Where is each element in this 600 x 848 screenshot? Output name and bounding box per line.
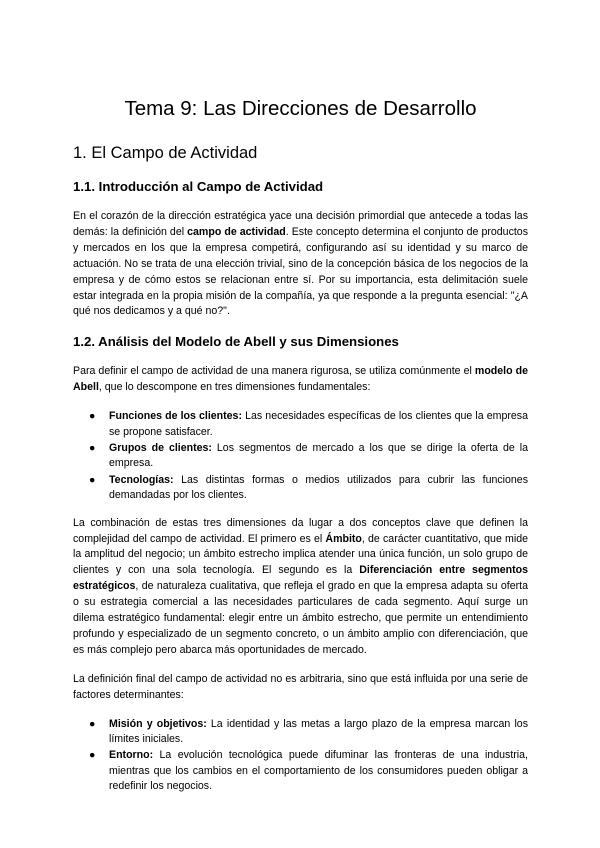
abell-bold-term: modelo de Abell (73, 365, 528, 394)
list-item-label: Grupos de clientes: (109, 441, 212, 454)
list-item-text: Las necesidades específicas de los clientes que la empresa se propone satisfacer. (109, 410, 528, 438)
factors-intro-paragraph: La definición final del campo de actividad no es arbitraria, sino que está influida por una serie de factores determinantes: (73, 672, 528, 701)
dimensions-list (73, 409, 528, 503)
bullet-icon: ● (89, 749, 96, 762)
combination-bold-ambito: Ámbito (325, 532, 362, 545)
list-item (73, 717, 528, 748)
list-item-label: Funciones de los clientes: (109, 410, 242, 423)
combination-bold-diferenciacion: Diferenciación entre segmentos estratégicos (73, 564, 528, 593)
bullet-icon: ● (89, 441, 96, 454)
intro-text-1: En el corazón de la dirección estratégica yace una decisión primordial que antecede a todas las demás: la definición del (73, 210, 528, 238)
bullet-icon: ● (89, 473, 96, 486)
abell-text-2: , que lo descompone en tres dimensiones fundamentales: (98, 381, 371, 394)
list-item-text: Los segmentos de mercado a los que se dirige la oferta de la empresa. (109, 441, 528, 470)
intro-paragraph (73, 209, 528, 320)
list-item (73, 409, 528, 440)
combination-paragraph (73, 516, 528, 659)
list-item-label: Tecnologías: (109, 473, 174, 486)
abell-intro-paragraph (73, 364, 528, 396)
bullet-icon: ● (89, 717, 96, 730)
list-item-text: Las distintas formas o medios utilizados para cubrir las funciones demandadas por los clientes. (109, 473, 528, 502)
intro-text-2: . Este concepto determina el conjunto de productos y mercados en los que la empresa competirá, configurando así su identidad y su marco de actuación. No se trata de una elección trivial, sino de la concepción básica de los negocios de la empresa y de cómo estos se relacionan entre sí. Por su importancia, esta delimitación suele estar integrada en la propia misión de la compañía, ya que responde a la pregunta esencial: "¿A qué nos dedicamos y a qué no?". (73, 225, 528, 318)
combination-text-3: , de naturaleza cualitativa, que refleja el grado en que la empresa adapta su oferta o su estrategia comercial a las necesidades particulares de cada segmento. Aquí surge un dilema estratégico fundamental: elegir entre un ámbito estrecho, que permite un entendimiento profundo y especializado de un segmento concreto, o un ámbito amplio con diferenciación, que es más complejo pero abarca más oportunidades de mercado. (73, 580, 528, 656)
subsection-heading-introduccion: 1.1. Introducción al Campo de Actividad (73, 179, 324, 194)
subsection-heading-abell: 1.2. Análisis del Modelo de Abell y sus Dimensiones (73, 334, 399, 350)
list-item-text: La evolución tecnológica puede difuminar las fronteras de una industria, mientras que los cambios en el comportamiento de los consumidores pueden obligar a redefinir los negocios. (109, 749, 528, 793)
factors-list (73, 717, 528, 795)
list-item (73, 473, 528, 504)
list-item (73, 748, 528, 794)
list-item (73, 441, 528, 472)
combination-text-1: La combinación de estas tres dimensiones da lugar a dos conceptos clave que definen la complejidad del campo de actividad. El primero es el (73, 516, 528, 545)
section-heading-campo-actividad: 1. El Campo de Actividad (73, 144, 258, 162)
combination-text-2: , de carácter cuantitativo, que mide la amplitud del negocio; un ámbito estrecho implica atender una única función, un solo grupo de clientes y con una sola tecnología. El segundo es la (73, 532, 528, 577)
abell-text-1: Para definir el campo de actividad de una manera rigurosa, se utiliza comúnmente el (73, 365, 475, 378)
list-item-label: Misión y objetivos: (109, 717, 207, 730)
bullet-icon: ● (89, 410, 96, 423)
list-item-text: La identidad y las metas a largo plazo de la empresa marcan los límites iniciales. (109, 717, 528, 745)
document-body (73, 96, 528, 807)
intro-bold-term: campo de actividad (187, 225, 286, 238)
list-item-label: Entorno: (109, 749, 154, 762)
document-title: Tema 9: Las Direcciones de Desarrollo (124, 97, 477, 120)
